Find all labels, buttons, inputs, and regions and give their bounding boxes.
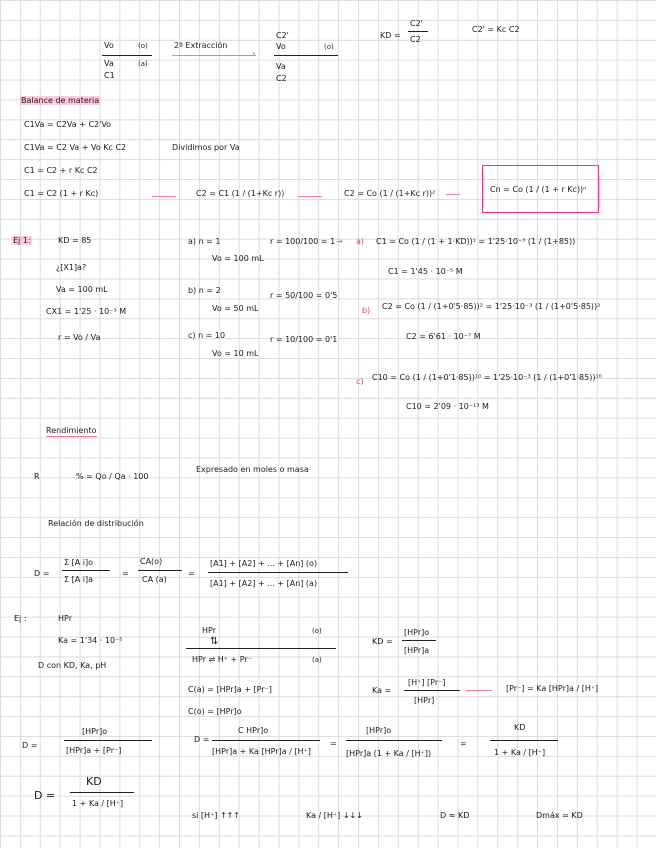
ej2-ka-lhs: Ka =: [372, 686, 392, 695]
ej1-case-a-vo: Vo = 100 mL: [212, 254, 264, 263]
ej2-phase-interface: [186, 648, 336, 649]
balance-formula-1: C2 = C1 (1 / (1+Kc r)): [196, 189, 285, 198]
case-a-arrow-icon: →: [336, 237, 343, 246]
ej2-d2-lhs: D =: [194, 735, 210, 744]
ej1-question: ¿[X1]a?: [56, 263, 87, 272]
conclusion-dmax: Dmáx = KD: [536, 811, 583, 820]
extraction-arrow: [172, 55, 256, 56]
ej2-kd-bar: [402, 640, 436, 641]
ej2-d2-num: C HPr]o: [238, 726, 269, 735]
ej1-va: Va = 100 mL: [56, 285, 108, 294]
result-a-equation: C1 = Co (1 / (1 + 1·KD))¹ = 1'25·10⁻³ (1 / (1+85)): [376, 237, 576, 246]
ej2-compound: HPr: [58, 614, 72, 623]
final-d-den: 1 + Ka / [H⁺]: [72, 799, 124, 808]
ej1-cx: CX1 = 1'25 · 10⁻³ M: [46, 307, 127, 316]
ej2-aq-equilibrium: HPr ⇌ H⁺ + Pr⁻: [192, 655, 252, 664]
c2prime-relation: C2' = Kc C2: [472, 25, 520, 34]
ej2-d-with: D con KD, Ka, pH: [38, 661, 107, 670]
ej2-d2-den: [HPr]a + Ka [HPr]a / [H⁺]: [212, 747, 311, 756]
example-2-label: Ej :: [14, 614, 27, 623]
result-b-equation: C2 = Co (1 / (1+0'5·85))² = 1'25·10⁻³ (1 / (1+0'5·85))²: [382, 302, 601, 311]
ej2-d1-lhs: D =: [22, 741, 38, 750]
kd-numerator: C2': [410, 19, 423, 28]
kd-lhs: KD =: [380, 31, 401, 40]
kd-denominator: C2: [410, 35, 421, 44]
relacion-f2-den: CA (a): [142, 575, 167, 584]
conclusion-ka-decrease: Ka / [H⁺] ↓↓↓: [306, 811, 363, 820]
result-c-label: c): [356, 377, 364, 386]
balance-arrow-2: [298, 196, 322, 197]
relacion-f2-num: CA(o): [140, 557, 163, 566]
relacion-f3-num: [A1] + [A2] + ... + [An] (o): [210, 559, 318, 568]
relacion-f3-den: [A1] + [A2] + ... + [An] (a): [210, 579, 318, 588]
ej2-co: C(o) = [HPr]o: [188, 707, 242, 716]
second-extraction-title: 2ª Extracción: [174, 41, 228, 50]
phase-divider-mid: [274, 55, 338, 56]
top-mid-vo-phase: (o): [324, 43, 334, 51]
top-mid-c2prime: C2': [276, 31, 289, 40]
top-left-va-phase: (a): [138, 60, 148, 68]
result-b-value: C2 = 6'61 · 10⁻⁷ M: [406, 332, 481, 341]
relacion-f1-bar: [62, 570, 110, 571]
balance-arrow-3: [446, 194, 460, 195]
result-c-value: C10 = 2'09 · 10⁻¹³ M: [406, 402, 489, 411]
ej2-org-label: (o): [312, 627, 322, 635]
relacion-f3-bar: [208, 572, 348, 573]
balance-line-1: C1Va = C2Va + C2'Vo: [24, 120, 112, 129]
balance-divide-note: Dividimos por Va: [172, 143, 240, 152]
rendimiento-heading: Rendimiento: [46, 426, 97, 435]
general-formula: Cn = Co (1 / (1 + r Kc))ⁿ: [490, 185, 587, 194]
balance-arrow-1: [152, 196, 176, 197]
balance-heading: Balance de materia: [21, 96, 100, 105]
ej2-eq-d3: =: [330, 739, 337, 748]
ej2-ka: Ka = 1'34 · 10⁻⁵: [58, 636, 123, 645]
ej1-kd: KD = 85: [58, 236, 92, 245]
ej2-ca: C(a) = [HPr]a + [Pr⁻]: [188, 685, 272, 694]
ej2-pr-result: [Pr⁻] = Ka [HPr]a / [H⁺]: [506, 684, 599, 693]
ej2-ka-num: [H⁺] [Pr⁻]: [408, 678, 446, 687]
relacion-eq-2: =: [188, 569, 195, 578]
kd-fraction-bar: [408, 31, 428, 32]
relacion-f1-num: Σ [A i]o: [64, 558, 93, 567]
conclusion-d-approx: D ≈ KD: [440, 811, 470, 820]
ej1-case-c-n: c) n = 10: [188, 331, 226, 340]
ej1-case-c-r: r = 10/100 = 0'1: [270, 335, 338, 344]
ej2-d1-bar: [64, 740, 152, 741]
ka-arrow: [466, 690, 492, 691]
ej2-org-phase: HPr: [202, 626, 216, 635]
result-a-value: C1 = 1'45 · 10⁻⁵ M: [388, 267, 463, 276]
balance-line-4: C1 = C2 (1 + r Kc): [24, 189, 99, 198]
top-mid-vo: Vo: [276, 42, 286, 51]
result-b-label: b): [362, 306, 371, 315]
ej2-ka-den: [HPr]: [414, 696, 435, 705]
result-a-label: a): [356, 237, 365, 246]
ej1-case-a-n: a) n = 1: [188, 237, 221, 246]
ej1-case-b-n: b) n = 2: [188, 286, 221, 295]
ej2-kd-den: [HPr]a: [404, 646, 430, 655]
top-left-va: Va: [104, 59, 114, 68]
ej1-case-b-r: r = 50/100 = 0'5: [270, 291, 338, 300]
relacion-d: D =: [34, 569, 50, 578]
ej1-case-c-vo: Vo = 10 mL: [212, 349, 259, 358]
phase-divider-left: [102, 55, 152, 56]
ej2-kd-num: [HPr]o: [404, 628, 430, 637]
ej2-kd-lhs: KD =: [372, 637, 393, 646]
ej2-ka-bar: [404, 690, 460, 691]
top-left-vo: Vo: [104, 41, 114, 50]
rendimiento-r: R: [34, 472, 40, 481]
ej2-d1-den: [HPr]a + [Pr⁻]: [66, 746, 122, 755]
balance-line-3: C1 = C2 + r Kc C2: [24, 166, 98, 175]
ej2-d3-den: [HPr]a (1 + Ka / [H⁺]): [346, 749, 432, 758]
ej1-r-def: r = Vo / Va: [58, 333, 101, 342]
top-left-c1: C1: [104, 71, 115, 80]
balance-formula-2: C2 = Co (1 / (1+Kc r))²: [344, 189, 436, 198]
ej2-eq-d4: =: [460, 739, 467, 748]
final-d-lhs: D =: [34, 789, 56, 802]
ej2-d3-num: [HPr]o: [366, 726, 392, 735]
conclusion-h-increase: si [H⁺] ↑↑↑: [192, 811, 241, 820]
example-1-label: Ej 1:: [13, 236, 31, 245]
top-mid-c2: C2: [276, 74, 287, 83]
relacion-heading: Relación de distribución: [48, 519, 144, 528]
final-d-num: KD: [86, 775, 102, 788]
relacion-eq-1: =: [122, 569, 129, 578]
ej2-d4-den: 1 + Ka / [H⁺]: [494, 748, 546, 757]
final-d-bar: [70, 792, 134, 793]
ej2-d3-bar: [346, 740, 442, 741]
equilibrium-arrows-icon: ⇅: [210, 636, 219, 647]
arrow-head-icon: ›: [252, 49, 256, 59]
balance-line-2: C1Va = C2 Va + Vo Kc C2: [24, 143, 127, 152]
ej2-d1-num: [HPr]o: [82, 727, 108, 736]
top-left-vo-phase: (o): [138, 42, 148, 50]
ej1-case-a-r: r = 100/100 = 1: [270, 237, 336, 246]
relacion-f1-den: Σ [A i]a: [64, 575, 93, 584]
ej2-aq-label: (a): [312, 656, 322, 664]
result-c-equation: C10 = Co (1 / (1+0'1·85))¹⁰ = 1'25·10⁻³ (1 / (1+0'1·85))¹⁰: [372, 373, 602, 382]
relacion-f2-bar: [138, 570, 182, 571]
ej2-d2-bar: [212, 740, 320, 741]
top-mid-va: Va: [276, 62, 286, 71]
ej1-case-b-vo: Vo = 50 mL: [212, 304, 259, 313]
rendimiento-equation: % = Qo / Qa · 100: [76, 472, 149, 481]
rendimiento-note: Expresado en moles o masa: [196, 465, 309, 474]
ej2-d4-num: KD: [514, 723, 526, 732]
ej2-d4-bar: [490, 740, 558, 741]
